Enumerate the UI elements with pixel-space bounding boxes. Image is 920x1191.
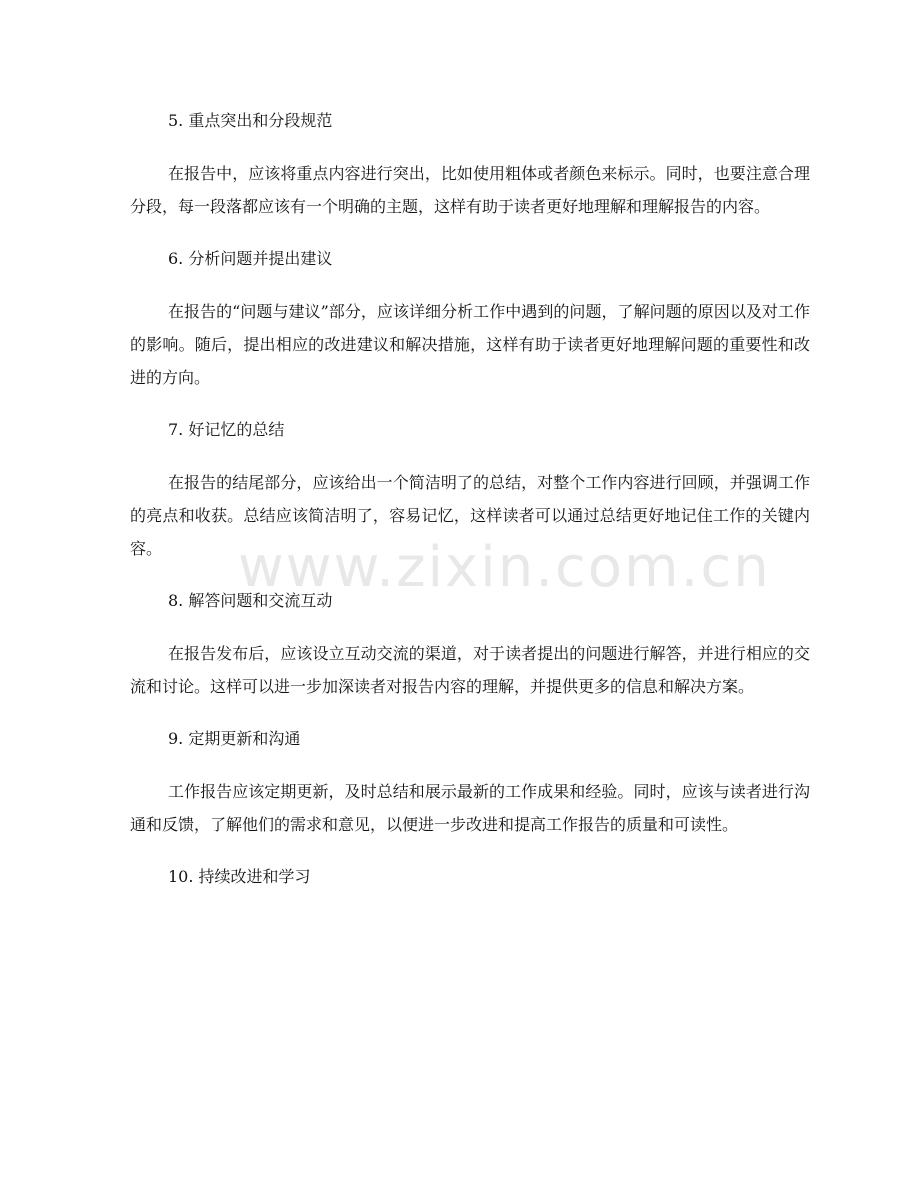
section-heading-8: 8. 解答问题和交流互动 [168,591,333,610]
section-heading-9: 9. 定期更新和沟通 [168,729,301,748]
section-heading-10: 10. 持续改进和学习 [168,867,311,886]
section-paragraph-6: 在报告的“问题与建议”部分，应该详细分析工作中遇到的问题，了解问题的原因以及对工作的影响。随后，提出相应的改进建议和解决措施，这样有助于读者更好地理解问题的重要性和改进的方向。 [130,302,810,387]
section-paragraph-7: 在报告的结尾部分，应该给出一个简洁明了的总结，对整个工作内容进行回顾，并强调工作的亮点和收获。总结应该简洁明了，容易记忆，这样读者可以通过总结更好地记住工作的关键内容。 [130,473,810,558]
section-paragraph-8: 在报告发布后，应该设立互动交流的渠道，对于读者提出的问题进行解答，并进行相应的交流和讨论。这样可以进一步加深读者对报告内容的理解，并提供更多的信息和解决方案。 [130,644,810,696]
document-content [130,105,810,893]
section-paragraph-5: 在报告中，应该将重点内容进行突出，比如使用粗体或者颜色来标示。同时，也要注意合理分段，每一段落都应该有一个明确的主题，这样有助于读者更好地理解和理解报告的内容。 [130,164,810,216]
section-heading-7: 7. 好记忆的总结 [168,420,285,439]
section-paragraph-9: 工作报告应该定期更新，及时总结和展示最新的工作成果和经验。同时，应该与读者进行沟通和反馈，了解他们的需求和意见，以便进一步改进和提高工作报告的质量和可读性。 [130,782,810,834]
section-heading-5: 5. 重点突出和分段规范 [168,111,333,130]
section-heading-6: 6. 分析问题并提出建议 [168,249,333,268]
watermark-text: www.zixin.com.cn [238,535,771,600]
